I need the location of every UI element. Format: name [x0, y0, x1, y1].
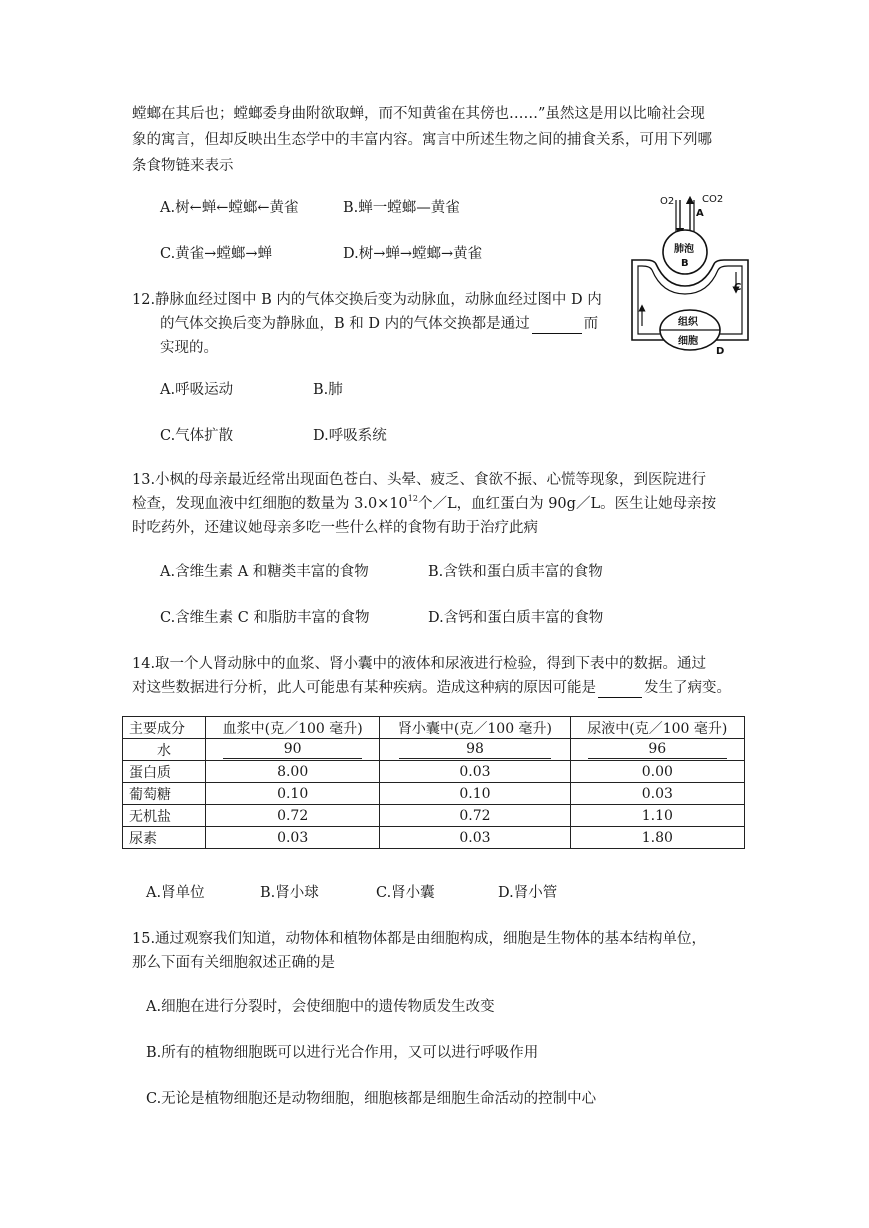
q11-option-a: A.树←蝉←螳螂←黄雀 [160, 200, 299, 216]
label-a: A [696, 208, 704, 219]
table-row [123, 739, 745, 761]
circulation-diagram [624, 190, 756, 358]
q13-option-b: B.含铁和蛋白质丰富的食物 [428, 564, 603, 580]
q13-option-a: A.含维生素 A 和糖类丰富的食物 [160, 564, 369, 580]
table-header-capsule: 肾小囊中(克／100 毫升) [380, 717, 570, 739]
table-cell-value: 96 [588, 740, 727, 759]
q13-option-c: C.含维生素 C 和脂肪丰富的食物 [160, 610, 370, 626]
table-row [123, 805, 745, 827]
q12-option-b: B.肺 [313, 382, 343, 398]
q13-line-3: 时吃药外，还建议她母亲多吃一些什么样的食物有助于治疗此病 [132, 520, 538, 536]
q14-option-d: D.肾小管 [498, 885, 558, 901]
q14-option-b: B.肾小球 [260, 885, 319, 901]
table-cell: 1.10 [570, 805, 744, 827]
table-cell: 1.80 [570, 827, 744, 849]
q13-line-2 [132, 494, 716, 514]
q12-line-2-text: 的气体交换后变为静脉血，B 和 D 内的气体交换都是通过 [160, 316, 530, 332]
q12-option-c: C.气体扩散 [160, 428, 234, 444]
q15-option-a: A.细胞在进行分裂时，会使细胞中的遗传物质发生改变 [146, 999, 495, 1015]
label-d: D [716, 346, 725, 357]
table-cell [380, 739, 570, 761]
q14-option-c: C.肾小囊 [376, 885, 435, 901]
q12-answer-blank [532, 317, 582, 334]
table-cell: 0.03 [570, 783, 744, 805]
intro-line-3: 条食物链来表示 [132, 158, 234, 174]
q14-line-2-text: 对这些数据进行分析，此人可能患有某种疾病。造成这种病的原因可能是 [132, 680, 596, 696]
q14-line-2-end: 发生了病变。 [644, 680, 731, 696]
table-cell: 0.00 [570, 761, 744, 783]
q12-line-2-end: 而 [583, 316, 599, 332]
q12-line-3: 实现的。 [160, 340, 218, 356]
co2-label: CO2 [702, 194, 724, 205]
table-cell: 8.00 [206, 761, 380, 783]
table-row [123, 761, 745, 783]
q14-line-1: 14.取一个人肾动脉中的血浆、肾小囊中的液体和尿液进行检验，得到下表中的数据。通过 [132, 656, 707, 672]
q11-option-c: C.黄雀→螳螂→蝉 [160, 246, 272, 262]
table-header-row [123, 717, 745, 739]
table-cell: 0.03 [380, 761, 570, 783]
cell-label: 细胞 [678, 336, 698, 347]
alveolus-label: 肺泡 [674, 244, 694, 255]
table-cell: 0.03 [206, 827, 380, 849]
q14-answer-blank [598, 681, 642, 698]
intro-line-1: 螳螂在其后也；螳螂委身曲附欲取蝉，而不知黄雀在其傍也……”虽然这是用以比喻社会现 [132, 106, 705, 122]
q14-line-2 [132, 678, 731, 698]
table-cell-name: 尿素 [123, 827, 206, 849]
table-cell: 0.72 [206, 805, 380, 827]
label-c: C [734, 282, 742, 293]
table-cell-name: 无机盐 [123, 805, 206, 827]
q12-line-1: 12.静脉血经过图中 B 内的气体交换后变为动脉血，动脉血经过图中 D 内 [132, 292, 602, 308]
table-cell-name: 葡萄糖 [123, 783, 206, 805]
q13-exponent: 12 [407, 494, 418, 503]
table-cell [570, 739, 744, 761]
table-header-urine: 尿液中(克／100 毫升) [570, 717, 744, 739]
q15-option-c: C.无论是植物细胞还是动物细胞，细胞核都是细胞生命活动的控制中心 [146, 1091, 597, 1107]
q13-line-1: 13.小枫的母亲最近经常出现面色苍白、头晕、疲乏、食欲不振、心慌等现象，到医院进行 [132, 472, 707, 488]
q15-line-2: 那么下面有关细胞叙述正确的是 [132, 955, 335, 971]
q12-option-a: A.呼吸运动 [160, 382, 234, 398]
table-row [123, 827, 745, 849]
table-cell: 0.10 [380, 783, 570, 805]
q14-option-a: A.肾单位 [146, 885, 205, 901]
label-b: B [681, 258, 689, 269]
o2-label: O2 [660, 196, 675, 207]
q15-line-1: 15.通过观察我们知道，动物体和植物体都是由细胞构成，细胞是生物体的基本结构单位， [132, 931, 707, 947]
intro-line-2: 象的寓言，但却反映出生态学中的丰富内容。寓言中所述生物之间的捕食关系，可用下列哪 [132, 132, 712, 148]
table-cell-value: 98 [399, 740, 551, 759]
table-cell: 0.72 [380, 805, 570, 827]
tissue-label: 组织 [678, 317, 698, 328]
q12-line-2 [160, 314, 598, 334]
q15-option-b: B.所有的植物细胞既可以进行光合作用，又可以进行呼吸作用 [146, 1045, 539, 1061]
table-cell-name: 水 [123, 739, 206, 761]
q13-line-2-end: 个／L，血红蛋白为 90g／L。医生让她母亲按 [417, 496, 717, 512]
table-cell: 0.03 [380, 827, 570, 849]
table-cell: 0.10 [206, 783, 380, 805]
table-header-plasma: 血浆中(克／100 毫升) [206, 717, 380, 739]
q13-line-2-text: 检查，发现血液中红细胞的数量为 3.0×10 [132, 496, 408, 512]
q11-option-b: B.蝉一螳螂—黄雀 [343, 200, 460, 216]
q12-option-d: D.呼吸系统 [313, 428, 387, 444]
table-cell [206, 739, 380, 761]
q11-option-d: D.树→蝉→螳螂→黄雀 [343, 246, 483, 262]
table-cell-name: 蛋白质 [123, 761, 206, 783]
q13-option-d: D.含钙和蛋白质丰富的食物 [428, 610, 604, 626]
table-cell-value: 90 [223, 740, 362, 759]
urine-analysis-table [122, 716, 745, 849]
table-header-component: 主要成分 [123, 717, 206, 739]
table-row [123, 783, 745, 805]
